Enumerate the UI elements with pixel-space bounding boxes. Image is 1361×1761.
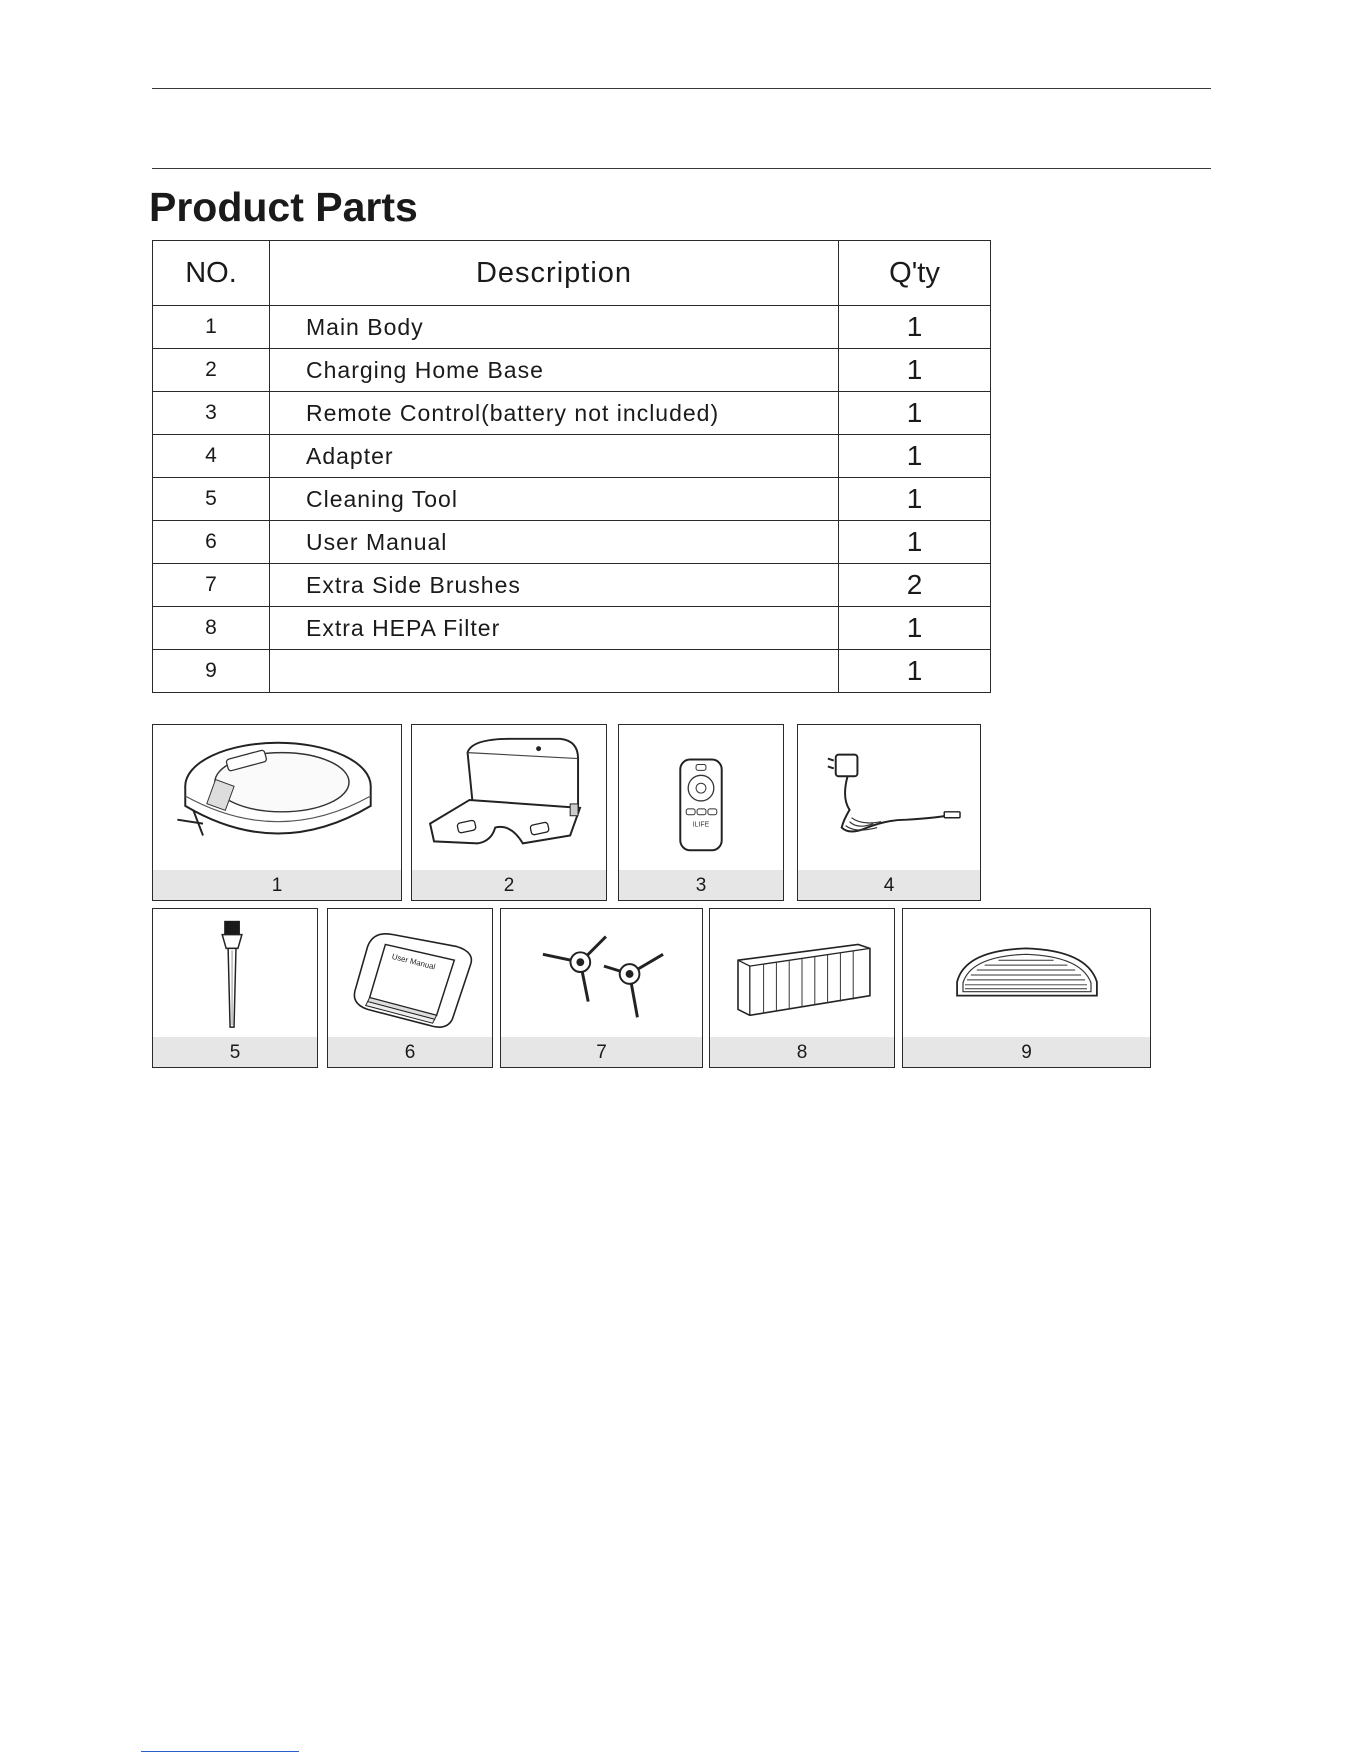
charging-base-icon	[412, 725, 606, 870]
part-card-label: 3	[619, 870, 783, 900]
table-row	[153, 650, 991, 693]
table-row	[153, 306, 991, 349]
footer-rule	[141, 1751, 299, 1752]
row-description: Extra Side Brushes	[270, 564, 839, 607]
row-qty: 1	[839, 435, 991, 478]
column-header-description: Description	[270, 241, 839, 306]
user-manual-icon	[328, 909, 492, 1037]
part-card-label: 7	[501, 1037, 702, 1067]
row-no: 5	[153, 478, 270, 521]
row-qty: 1	[839, 650, 991, 693]
part-card-label: 5	[153, 1037, 317, 1067]
part-card-1	[152, 724, 402, 901]
manual-cover-text: User Manual	[390, 951, 437, 972]
column-header-no: NO.	[153, 241, 270, 306]
row-no: 9	[153, 650, 270, 693]
table-row	[153, 478, 991, 521]
row-no: 4	[153, 435, 270, 478]
column-header-qty: Q'ty	[839, 241, 991, 306]
part-card-7	[500, 908, 703, 1068]
cleaning-brush-icon	[153, 909, 317, 1037]
table-row	[153, 435, 991, 478]
row-no: 2	[153, 349, 270, 392]
table-row	[153, 349, 991, 392]
part-card-6	[327, 908, 493, 1068]
remote-brand-text: ILIFE	[692, 821, 710, 829]
row-description	[270, 650, 839, 693]
parts-table	[152, 240, 991, 693]
row-qty: 1	[839, 521, 991, 564]
header-rule-top	[152, 88, 1211, 89]
part-card-4	[797, 724, 981, 901]
part-card-label: 9	[903, 1037, 1150, 1067]
remote-control-icon	[619, 725, 783, 870]
part-card-label: 4	[798, 870, 980, 900]
row-description: Remote Control(battery not included)	[270, 392, 839, 435]
part-card-5	[152, 908, 318, 1068]
row-description: Charging Home Base	[270, 349, 839, 392]
part-card-label: 1	[153, 870, 401, 900]
part-card-label: 8	[710, 1037, 894, 1067]
robot-vacuum-icon	[153, 725, 401, 870]
row-no: 7	[153, 564, 270, 607]
table-header-row	[153, 241, 991, 306]
row-description: Adapter	[270, 435, 839, 478]
row-qty: 1	[839, 478, 991, 521]
part-card-label: 2	[412, 870, 606, 900]
row-qty: 2	[839, 564, 991, 607]
table-row	[153, 392, 991, 435]
row-description: Cleaning Tool	[270, 478, 839, 521]
row-no: 6	[153, 521, 270, 564]
hepa-filter-icon	[710, 909, 894, 1037]
side-brushes-icon	[501, 909, 702, 1037]
part-card-8	[709, 908, 895, 1068]
row-description: Extra HEPA Filter	[270, 607, 839, 650]
part-card-9	[902, 908, 1151, 1068]
part-card-3	[618, 724, 784, 901]
row-no: 8	[153, 607, 270, 650]
table-row	[153, 521, 991, 564]
filter-cover-icon	[903, 909, 1150, 1037]
row-qty: 1	[839, 607, 991, 650]
row-qty: 1	[839, 392, 991, 435]
header-rule-bottom	[152, 168, 1211, 169]
page-title: Product Parts	[149, 184, 418, 230]
power-adapter-icon	[798, 725, 980, 870]
row-description: Main Body	[270, 306, 839, 349]
table-row	[153, 607, 991, 650]
table-row	[153, 564, 991, 607]
row-qty: 1	[839, 349, 991, 392]
part-card-2	[411, 724, 607, 901]
row-no: 1	[153, 306, 270, 349]
row-qty: 1	[839, 306, 991, 349]
part-card-label: 6	[328, 1037, 492, 1067]
row-no: 3	[153, 392, 270, 435]
row-description: User Manual	[270, 521, 839, 564]
